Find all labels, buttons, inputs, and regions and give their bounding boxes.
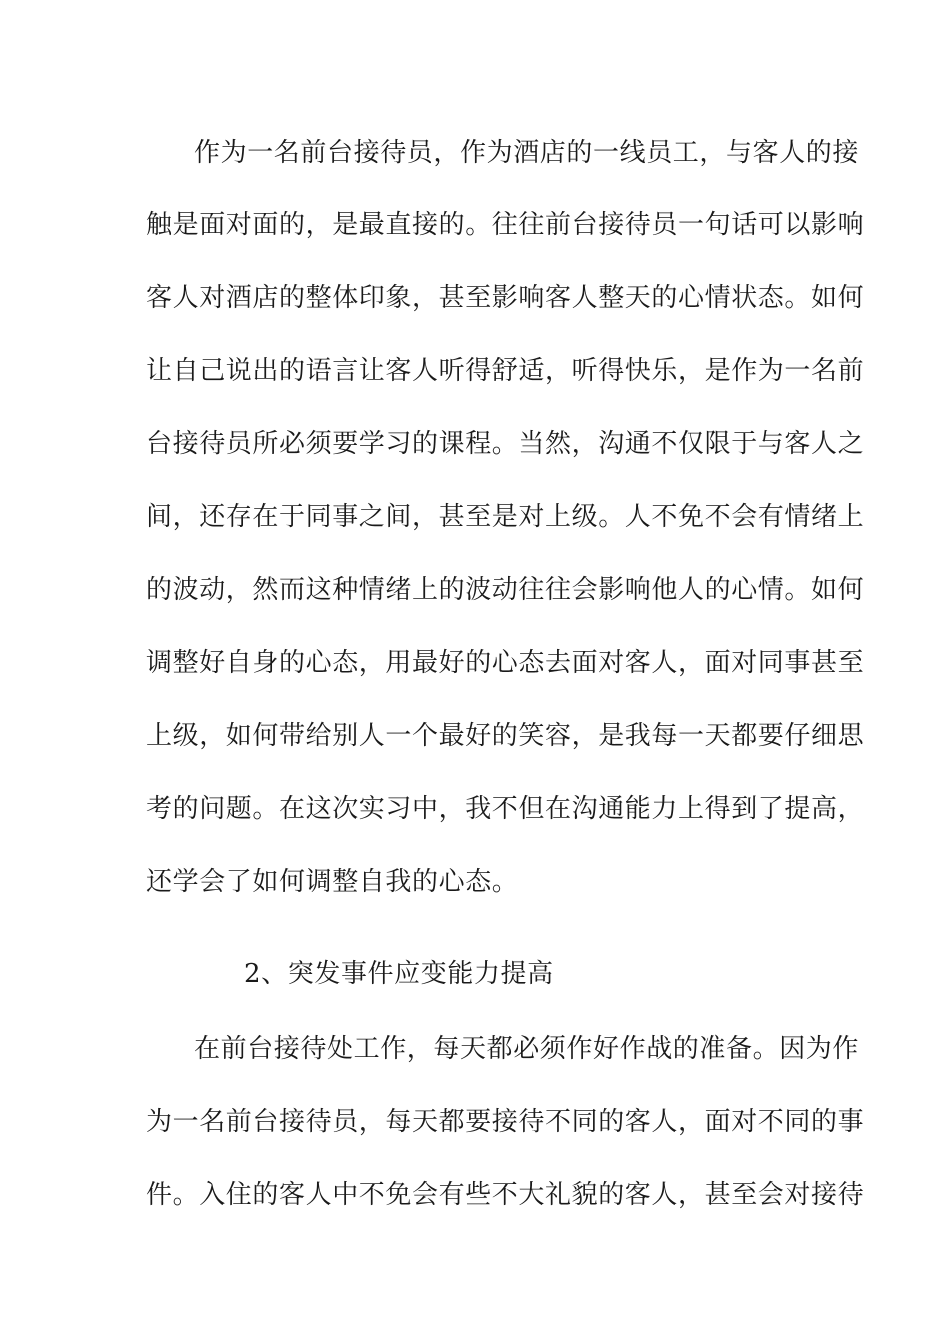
paragraph-line: 调整好自身的心态，用最好的心态去面对客人，面对同事甚至 (146, 648, 865, 678)
paragraph-line: 台接待员所必须要学习的课程。当然，沟通不仅限于与客人之 (146, 429, 865, 459)
paragraph-line: 让自己说出的语言让客人听得舒适，听得快乐，是作为一名前 (146, 356, 865, 386)
paragraph-line: 还学会了如何调整自我的心态。 (146, 867, 519, 897)
paragraph-line: 件。入住的客人中不免会有些不大礼貌的客人，甚至会对接待 (146, 1180, 865, 1210)
paragraph-line: 客人对酒店的整体印象，甚至影响客人整天的心情状态。如何 (146, 283, 865, 313)
paragraph-line: 的波动，然而这种情绪上的波动往往会影响他人的心情。如何 (146, 575, 865, 605)
paragraph-line: 作为一名前台接待员，作为酒店的一线员工，与客人的接 (194, 138, 860, 168)
paragraph-line: 上级，如何带给别人一个最好的笑容，是我每一天都要仔细思 (146, 721, 865, 751)
paragraph-line: 间，还存在于同事之间，甚至是对上级。人不免不会有情绪上 (146, 502, 865, 532)
section-heading: 2、突发事件应变能力提高 (244, 959, 554, 989)
paragraph-line: 为一名前台接待员，每天都要接待不同的客人，面对不同的事 (146, 1107, 865, 1137)
paragraph-line: 考的问题。在这次实习中，我不但在沟通能力上得到了提高， (146, 794, 865, 824)
paragraph-line: 触是面对面的，是最直接的。往往前台接待员一句话可以影响 (146, 210, 865, 240)
paragraph-line: 在前台接待处工作，每天都必须作好作战的准备。因为作 (194, 1034, 860, 1064)
